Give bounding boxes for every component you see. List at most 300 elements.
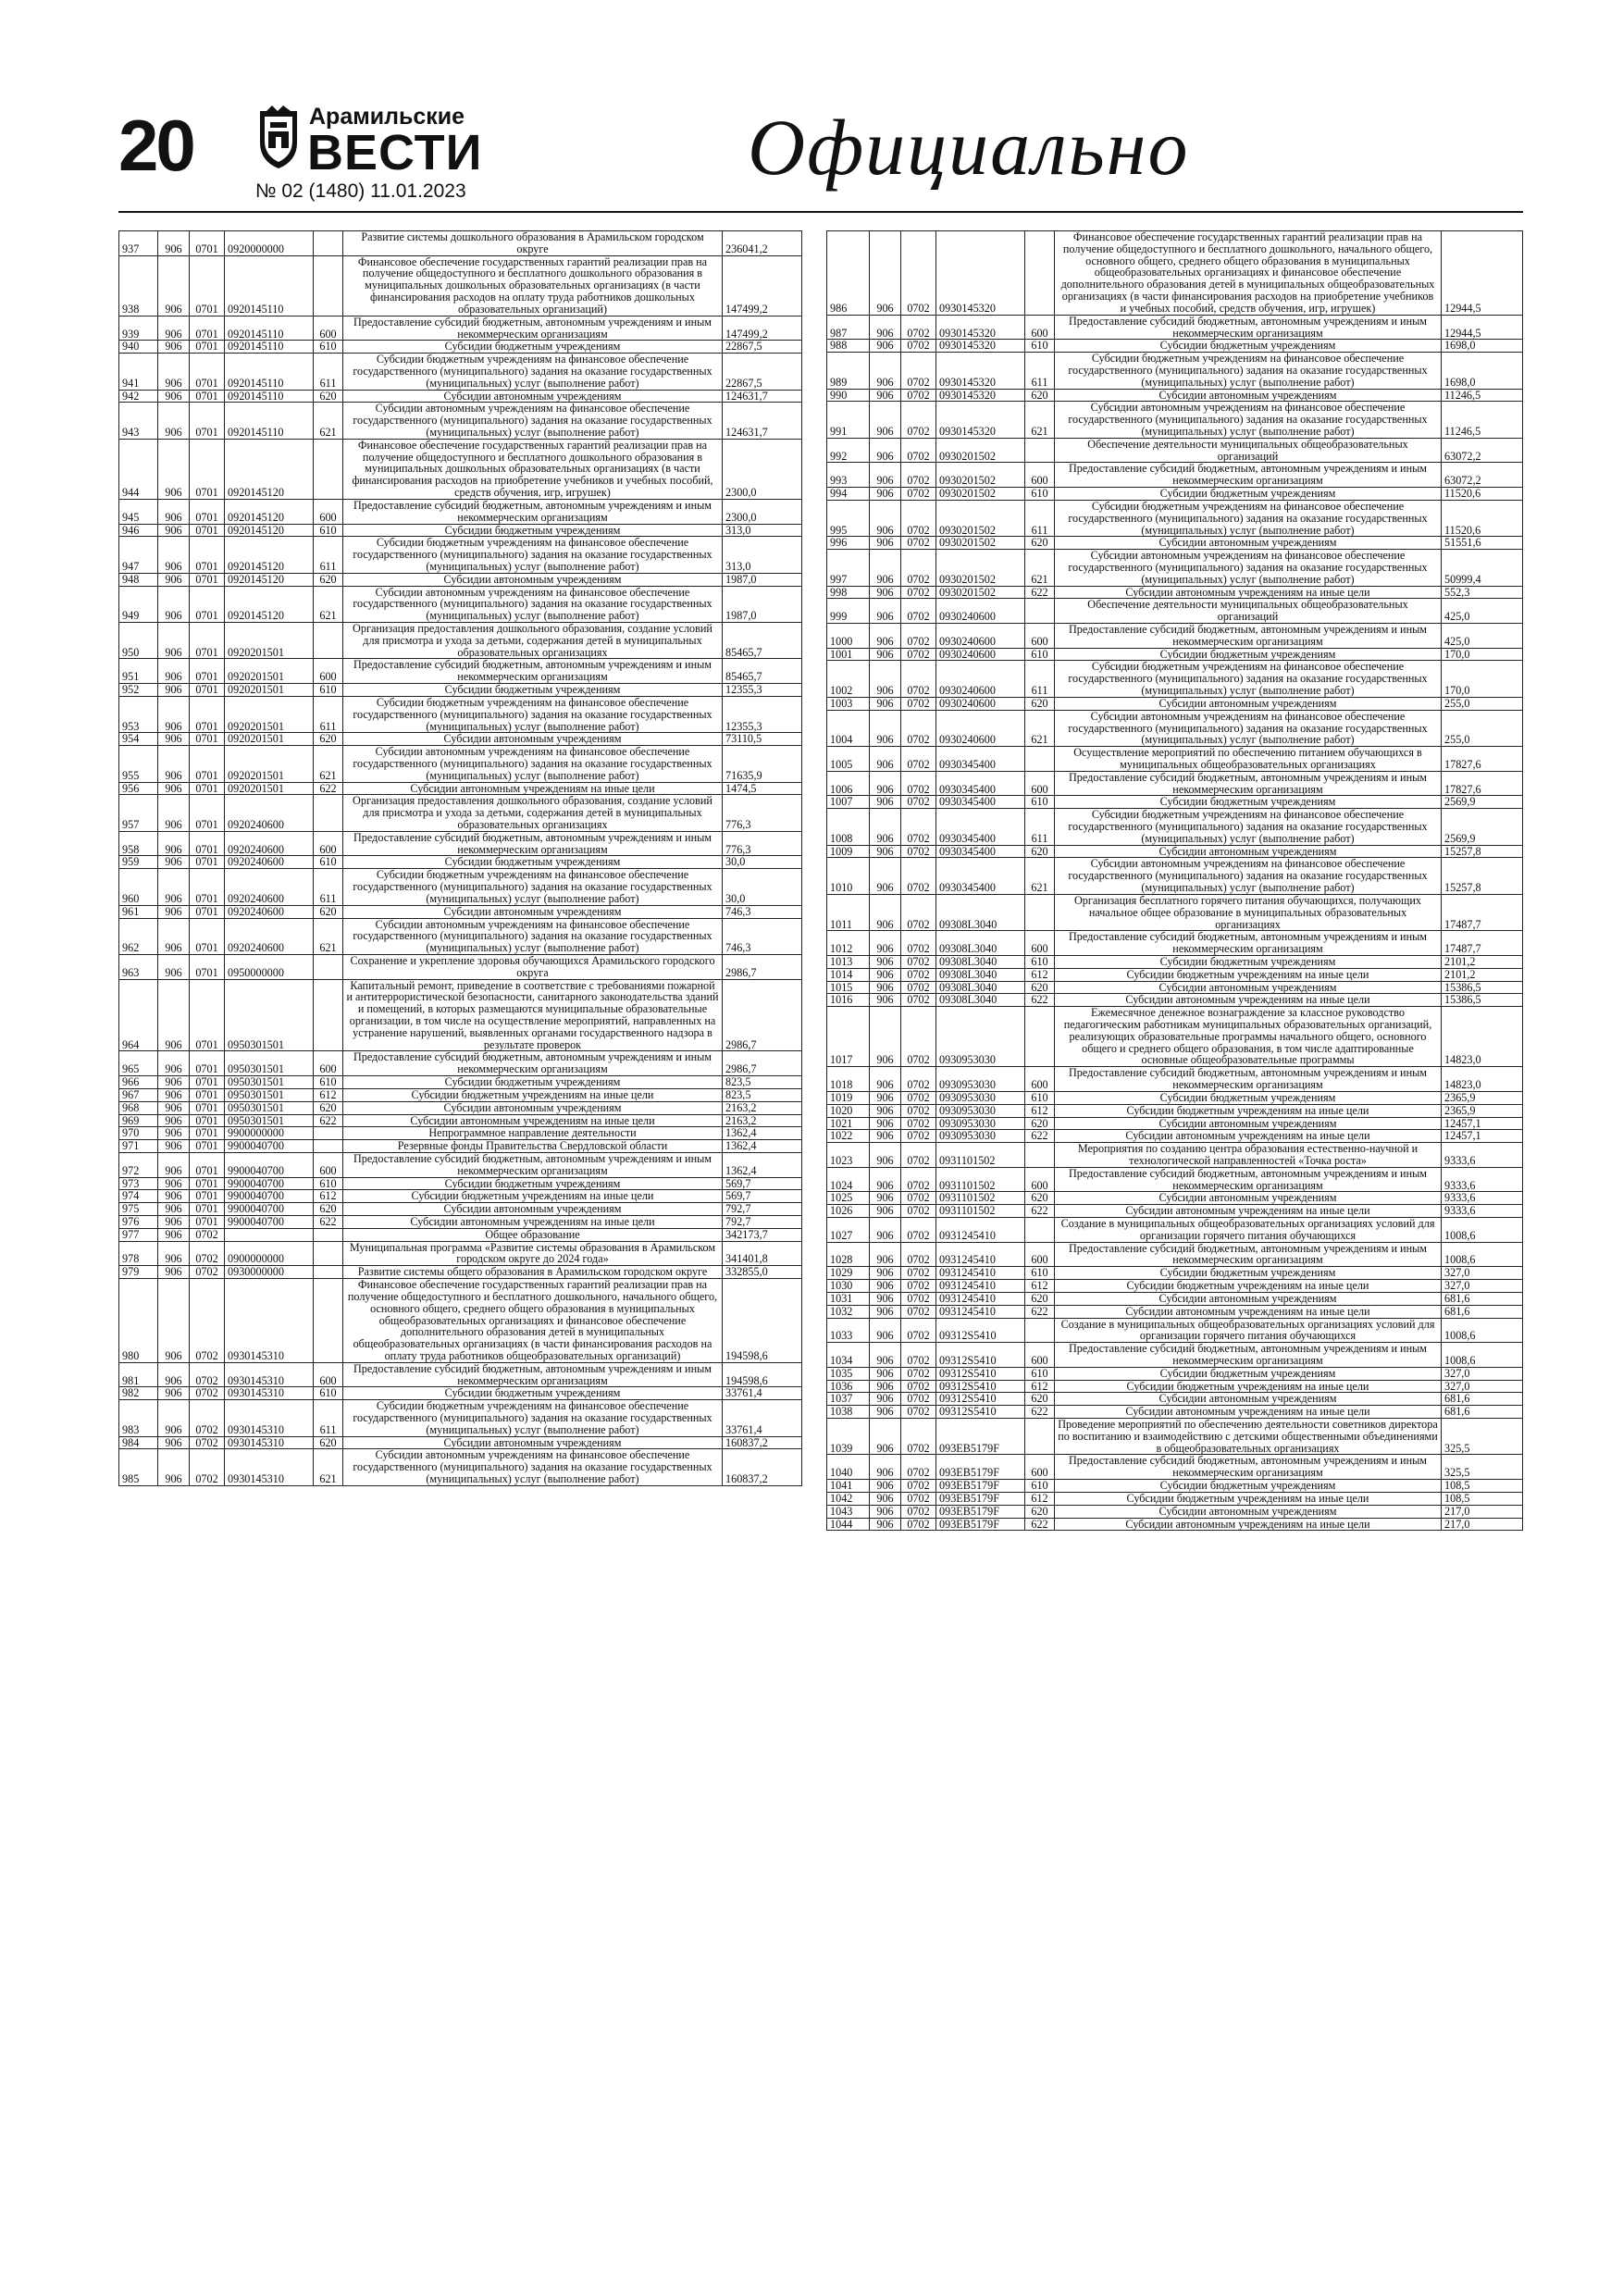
row-number: 975: [119, 1203, 158, 1216]
row-number: 995: [827, 500, 870, 536]
department-code: 906: [870, 1455, 901, 1480]
table-row: [119, 586, 802, 622]
left-budget-column: [118, 230, 801, 1486]
expense-name: Субсидии бюджетным учреждениям: [1055, 340, 1442, 353]
expense-type-code: 622: [1025, 1305, 1055, 1318]
table-row: [827, 438, 1523, 463]
budget-table-left: [118, 230, 802, 1486]
target-article-code: 0930345400: [936, 771, 1025, 796]
section-code: 0702: [901, 747, 936, 772]
amount: 552,3: [1442, 586, 1523, 599]
table-row: [119, 1101, 802, 1114]
target-article-code: 0930145320: [936, 402, 1025, 438]
row-number: 1012: [827, 931, 870, 956]
department-code: 906: [870, 981, 901, 994]
target-article-code: 9900040700: [225, 1190, 314, 1203]
department-code: 906: [870, 1480, 901, 1493]
expense-type-code: 620: [314, 1101, 343, 1114]
expense-type-code: 610: [314, 524, 343, 537]
expense-type-code: 612: [1025, 1492, 1055, 1505]
department-code: 906: [870, 1305, 901, 1318]
amount: 1008,6: [1442, 1218, 1523, 1243]
expense-type-code: 620: [1025, 845, 1055, 858]
department-code: 906: [870, 858, 901, 894]
table-row: [827, 1318, 1523, 1343]
expense-type-code: 621: [1025, 402, 1055, 438]
expense-name: Сохранение и укрепление здоровья обучающихся Арамильского городского округа: [343, 954, 723, 979]
department-code: 906: [870, 402, 901, 438]
amount: 147499,2: [723, 255, 802, 316]
table-row: [827, 1267, 1523, 1280]
section-code: 0702: [901, 1143, 936, 1168]
section-code: 0701: [190, 684, 225, 697]
amount: 2300,0: [723, 439, 802, 499]
amount: 14823,0: [1442, 1067, 1523, 1092]
section-code: 0702: [190, 1362, 225, 1387]
amount: 2365,9: [1442, 1091, 1523, 1104]
expense-name: Субсидии бюджетным учреждениям: [343, 341, 723, 354]
row-number: 969: [119, 1114, 158, 1127]
expense-type-code: 620: [314, 390, 343, 403]
department-code: 906: [158, 1266, 190, 1279]
expense-type-code: 612: [1025, 1380, 1055, 1393]
expense-name: Субсидии бюджетным учреждениям на иные цели: [343, 1088, 723, 1101]
expense-name: Субсидии автономным учреждениям: [1055, 697, 1442, 710]
section-code: 0702: [901, 1305, 936, 1318]
department-code: 906: [870, 231, 901, 316]
target-article-code: 09308L3040: [936, 931, 1025, 956]
section-code: 0701: [190, 1051, 225, 1076]
amount: 327,0: [1442, 1380, 1523, 1393]
expense-type-code: 611: [1025, 500, 1055, 536]
section-code: 0702: [901, 537, 936, 550]
target-article-code: 0920145120: [225, 499, 314, 524]
expense-type-code: 612: [1025, 1104, 1055, 1117]
section-code: 0702: [901, 661, 936, 697]
expense-type-code: 611: [1025, 353, 1055, 389]
row-number: 984: [119, 1436, 158, 1449]
expense-type-code: 620: [314, 1436, 343, 1449]
target-article-code: 0931101502: [936, 1192, 1025, 1205]
target-article-code: 09312S5410: [936, 1406, 1025, 1419]
row-number: 968: [119, 1101, 158, 1114]
amount: 85465,7: [723, 623, 802, 659]
row-number: 942: [119, 390, 158, 403]
section-code: 0702: [901, 931, 936, 956]
section-code: 0701: [190, 905, 225, 918]
expense-type-code: 620: [1025, 1292, 1055, 1305]
expense-name: Предоставление субсидий бюджетным, автономным учреждениям и иным некоммерческим организациям: [1055, 1242, 1442, 1267]
section-code: 0702: [901, 1280, 936, 1293]
row-number: 1034: [827, 1343, 870, 1368]
department-code: 906: [158, 573, 190, 586]
department-code: 906: [158, 1279, 190, 1363]
row-number: 1015: [827, 981, 870, 994]
table-row: [119, 1177, 802, 1190]
expense-type-code: 622: [1025, 1518, 1055, 1531]
amount: 325,5: [1442, 1419, 1523, 1455]
department-code: 906: [870, 1267, 901, 1280]
table-row: [827, 648, 1523, 661]
expense-type-code: 600: [1025, 315, 1055, 340]
table-row: [119, 954, 802, 979]
expense-type-code: [1025, 1007, 1055, 1067]
expense-type-code: [1025, 1419, 1055, 1455]
expense-type-code: 610: [314, 1076, 343, 1089]
row-number: 1027: [827, 1218, 870, 1243]
target-article-code: 0920000000: [225, 231, 314, 256]
expense-type-code: 610: [1025, 340, 1055, 353]
table-row: [119, 1400, 802, 1436]
department-code: 906: [158, 1152, 190, 1177]
row-number: 938: [119, 255, 158, 316]
department-code: 906: [870, 1167, 901, 1192]
section-code: 0702: [901, 1292, 936, 1305]
table-row: [827, 1143, 1523, 1168]
department-code: 906: [158, 696, 190, 732]
target-article-code: 093EB5179F: [936, 1455, 1025, 1480]
row-number: 998: [827, 586, 870, 599]
department-code: 906: [870, 1518, 901, 1531]
row-number: 972: [119, 1152, 158, 1177]
row-number: 1003: [827, 697, 870, 710]
expense-name: Создание в муниципальных общеобразовательных организациях условий для организации горячего питания обучающихся: [1055, 1318, 1442, 1343]
section-code: 0702: [901, 710, 936, 746]
expense-name: Организация предоставления дошкольного образования, создание условий для присмотра и ухода за детьми, содержания детей в муниципальных образовательных организациях: [343, 795, 723, 831]
table-row: [119, 659, 802, 684]
expense-name: Субсидии бюджетным учреждениям: [1055, 1091, 1442, 1104]
section-code: 0702: [901, 968, 936, 981]
expense-type-code: 620: [314, 733, 343, 746]
section-code: 0702: [901, 955, 936, 968]
amount: 2569,9: [1442, 796, 1523, 809]
section-code: 0702: [901, 809, 936, 845]
expense-name: Субсидии бюджетным учреждениям на финансовое обеспечение государственного (муниципального) задания на оказание государственных (муниципальных) услуг (выполнение работ): [343, 537, 723, 573]
table-row: [827, 488, 1523, 501]
amount: 746,3: [723, 918, 802, 954]
target-article-code: 0930145320: [936, 353, 1025, 389]
amount: 1362,4: [723, 1140, 802, 1153]
amount: 9333,6: [1442, 1205, 1523, 1218]
amount: 1362,4: [723, 1152, 802, 1177]
row-number: 1023: [827, 1143, 870, 1168]
expense-name: Субсидии автономным учреждениям на финансовое обеспечение государственного (муниципального) задания на оказание государственных (муниципальных) услуг (выполнение работ): [343, 1449, 723, 1485]
section-code: 0701: [190, 1177, 225, 1190]
target-article-code: 0920201501: [225, 684, 314, 697]
section-code: 0702: [901, 389, 936, 402]
expense-type-code: 622: [314, 1216, 343, 1229]
amount: 217,0: [1442, 1518, 1523, 1531]
amount: 255,0: [1442, 697, 1523, 710]
row-number: 980: [119, 1279, 158, 1363]
table-row: [827, 1305, 1523, 1318]
department-code: 906: [870, 1292, 901, 1305]
target-article-code: 0920145110: [225, 403, 314, 439]
expense-name: Создание в муниципальных общеобразовательных организациях условий для организации горячего питания обучающихся: [1055, 1218, 1442, 1243]
expense-type-code: [314, 623, 343, 659]
section-code: 0701: [190, 1076, 225, 1089]
amount: 63072,2: [1442, 463, 1523, 488]
target-article-code: 0920145120: [225, 586, 314, 622]
expense-type-code: 600: [314, 1152, 343, 1177]
row-number: 1029: [827, 1267, 870, 1280]
expense-name: Субсидии автономным учреждениям на финансовое обеспечение государственного (муниципального) задания на оказание государственных (муниципальных) услуг (выполнение работ): [343, 918, 723, 954]
expense-name: Предоставление субсидий бюджетным, автономным учреждениям и иным некоммерческим организациям: [1055, 771, 1442, 796]
target-article-code: 0930201502: [936, 550, 1025, 586]
row-number: 1032: [827, 1305, 870, 1318]
department-code: 906: [870, 1117, 901, 1130]
department-code: 906: [870, 994, 901, 1007]
section-code: 0701: [190, 1152, 225, 1177]
amount: 22867,5: [723, 354, 802, 390]
target-article-code: 0920201501: [225, 696, 314, 732]
expense-type-code: 610: [314, 856, 343, 869]
expense-type-code: 621: [314, 918, 343, 954]
row-number: 1018: [827, 1067, 870, 1092]
table-row: [119, 1190, 802, 1203]
expense-type-code: [314, 795, 343, 831]
table-row: [827, 353, 1523, 389]
expense-name: Ежемесячное денежное вознаграждение за классное руководство педагогическим работникам муниципальных образовательных организаций, реализующих образовательные программы начального общего, основного общего и среднего общего образования, в том числе адаптированные основные общеобразовательные программы: [1055, 1007, 1442, 1067]
amount: 217,0: [1442, 1505, 1523, 1518]
target-article-code: 0930953030: [936, 1130, 1025, 1143]
table-row: [827, 1455, 1523, 1480]
expense-type-code: 621: [314, 746, 343, 782]
amount: 33761,4: [723, 1387, 802, 1400]
expense-type-code: 621: [314, 1449, 343, 1485]
section-code: 0702: [901, 1007, 936, 1067]
expense-name: Организация предоставления дошкольного образования, создание условий для присмотра и ухода за детьми, содержания детей в муниципальных образовательных организациях: [343, 623, 723, 659]
expense-name: Субсидии автономным учреждениям на иные цели: [1055, 994, 1442, 1007]
row-number: 1002: [827, 661, 870, 697]
department-code: 906: [158, 782, 190, 795]
expense-type-code: 600: [1025, 931, 1055, 956]
expense-name: Субсидии бюджетным учреждениям на финансовое обеспечение государственного (муниципального) задания на оказание государственных (муниципальных) услуг (выполнение работ): [343, 696, 723, 732]
target-article-code: 0900000000: [225, 1241, 314, 1266]
row-number: 952: [119, 684, 158, 697]
section-code: 0702: [190, 1228, 225, 1241]
target-article-code: 0930953030: [936, 1104, 1025, 1117]
row-number: 1035: [827, 1367, 870, 1380]
target-article-code: 9900000000: [225, 1127, 314, 1140]
expense-name: Предоставление субсидий бюджетным, автономным учреждениям и иным некоммерческим организациям: [1055, 315, 1442, 340]
row-number: 973: [119, 1177, 158, 1190]
section-code: 0702: [901, 994, 936, 1007]
department-code: 906: [158, 390, 190, 403]
expense-name: Субсидии автономным учреждениям: [343, 1203, 723, 1216]
section-code: 0701: [190, 354, 225, 390]
row-number: 990: [827, 389, 870, 402]
table-row: [119, 524, 802, 537]
department-code: 906: [158, 869, 190, 905]
expense-type-code: 612: [1025, 968, 1055, 981]
table-row: [827, 1292, 1523, 1305]
section-code: 0702: [901, 894, 936, 930]
expense-type-code: 611: [314, 869, 343, 905]
target-article-code: 0931245410: [936, 1305, 1025, 1318]
target-article-code: 0930953030: [936, 1117, 1025, 1130]
expense-type-code: [314, 1140, 343, 1153]
target-article-code: 09312S5410: [936, 1343, 1025, 1368]
department-code: 906: [158, 1177, 190, 1190]
row-number: 961: [119, 905, 158, 918]
row-number: 1031: [827, 1292, 870, 1305]
amount: 681,6: [1442, 1305, 1523, 1318]
expense-name: Субсидии автономным учреждениям: [343, 1436, 723, 1449]
expense-type-code: 622: [1025, 586, 1055, 599]
expense-name: Финансовое обеспечение государственных гарантий реализации прав на получение общедоступного и бесплатного дошкольного образования в муниципальных дошкольных образовательных организациях (в части финансирования расходов на оплату труда работников дошкольных образовательных организаций): [343, 255, 723, 316]
expense-type-code: 622: [1025, 994, 1055, 1007]
row-number: 970: [119, 1127, 158, 1140]
amount: 681,6: [1442, 1292, 1523, 1305]
table-row: [827, 1130, 1523, 1143]
section-code: 0701: [190, 403, 225, 439]
target-article-code: 0930953030: [936, 1091, 1025, 1104]
section-code: 0702: [901, 796, 936, 809]
amount: 327,0: [1442, 1267, 1523, 1280]
expense-name: Субсидии бюджетным учреждениям на иные цели: [1055, 1492, 1442, 1505]
amount: 147499,2: [723, 316, 802, 341]
target-article-code: 0930953030: [936, 1067, 1025, 1092]
row-number: 991: [827, 402, 870, 438]
department-code: 906: [158, 1127, 190, 1140]
amount: 11246,5: [1442, 402, 1523, 438]
expense-name: Предоставление субсидий бюджетным, автономным учреждениям и иным некоммерческим организациям: [1055, 1167, 1442, 1192]
target-article-code: 0920145120: [225, 537, 314, 573]
table-row: [119, 979, 802, 1051]
section-code: 0701: [190, 537, 225, 573]
section-code: 0702: [901, 1218, 936, 1243]
department-code: 906: [870, 1091, 901, 1104]
section-code: 0702: [190, 1387, 225, 1400]
expense-name: Предоставление субсидий бюджетным, автономным учреждениям и иным некоммерческим организациям: [343, 499, 723, 524]
expense-name: Финансовое обеспечение государственных гарантий реализации прав на получение общедоступного и бесплатного дошкольного, начального общего, основного общего, среднего общего образования в муниципальных общеобразовательных организациях и финансовое обеспечение дополнительного образования детей в муниципальных общеобразовательных организациях (в части финансирования расходов на приобретение учебников и учебных пособий, средств обучения, игр, игрушек): [1055, 231, 1442, 316]
expense-type-code: 620: [314, 573, 343, 586]
row-number: 964: [119, 979, 158, 1051]
row-number: 1026: [827, 1205, 870, 1218]
amount: 51551,6: [1442, 537, 1523, 550]
row-number: 1014: [827, 968, 870, 981]
amount: 327,0: [1442, 1367, 1523, 1380]
table-row: [827, 661, 1523, 697]
table-row: [119, 1051, 802, 1076]
expense-name: Капитальный ремонт, приведение в соответствие с требованиями пожарной и антитеррористической безопасности, санитарного законодательства зданий и помещений, в которых размещаются муниципальные образовательные организации, в том числе на осуществление мероприятий, направленных на устранение нарушений, выявленных органами государственного надзора в результате проверок: [343, 979, 723, 1051]
department-code: 906: [158, 1216, 190, 1229]
row-number: 1036: [827, 1380, 870, 1393]
table-row: [827, 1518, 1523, 1531]
table-row: [119, 316, 802, 341]
department-code: 906: [158, 341, 190, 354]
table-row: [827, 599, 1523, 624]
expense-name: Финансовое обеспечение государственных гарантий реализации прав на получение общедоступного и бесплатного дошкольного образования в муниципальных дошкольных образовательных организациях (в части финансирования расходов на приобретение учебников и учебных пособий, средств обучения, игр, игрушек): [343, 439, 723, 499]
department-code: 906: [158, 954, 190, 979]
amount: 15386,5: [1442, 994, 1523, 1007]
amount: 2569,9: [1442, 809, 1523, 845]
section-code: 0702: [901, 697, 936, 710]
amount: 792,7: [723, 1216, 802, 1229]
table-row: [827, 389, 1523, 402]
department-code: 906: [158, 1140, 190, 1153]
header-divider: [118, 211, 1523, 213]
expense-name: Субсидии бюджетным учреждениям: [1055, 648, 1442, 661]
section-code: 0702: [901, 463, 936, 488]
row-number: 944: [119, 439, 158, 499]
department-code: 906: [158, 979, 190, 1051]
expense-name: Субсидии бюджетным учреждениям: [1055, 1480, 1442, 1493]
expense-name: Субсидии автономным учреждениям: [1055, 1292, 1442, 1305]
expense-name: Предоставление субсидий бюджетным, автономным учреждениям и иным некоммерческим организациям: [1055, 931, 1442, 956]
department-code: 906: [158, 255, 190, 316]
row-number: 976: [119, 1216, 158, 1229]
department-code: 906: [870, 955, 901, 968]
row-number: 1001: [827, 648, 870, 661]
target-article-code: 0920240600: [225, 905, 314, 918]
department-code: 906: [158, 795, 190, 831]
expense-name: Финансовое обеспечение государственных гарантий реализации прав на получение общедоступного и бесплатного дошкольного, начального общего, основного общего, среднего общего образования в муниципальных общеобразовательных организациях и финансовое обеспечение дополнительного образования детей в муниципальных общеобразовательных организациях (в части финансирования расходов на оплату труда работников общеобразовательных организаций): [343, 1279, 723, 1363]
amount: 160837,2: [723, 1449, 802, 1485]
amount: 2163,2: [723, 1114, 802, 1127]
expense-type-code: 620: [1025, 981, 1055, 994]
target-article-code: 0920145120: [225, 439, 314, 499]
row-number: 953: [119, 696, 158, 732]
section-code: 0701: [190, 1114, 225, 1127]
expense-name: Субсидии бюджетным учреждениям: [1055, 1267, 1442, 1280]
amount: 17827,6: [1442, 771, 1523, 796]
section-code: 0702: [901, 1393, 936, 1406]
expense-type-code: 620: [1025, 1505, 1055, 1518]
section-code: 0701: [190, 524, 225, 537]
target-article-code: 093EB5179F: [936, 1518, 1025, 1531]
expense-type-code: [314, 1266, 343, 1279]
row-number: 987: [827, 315, 870, 340]
amount: 9333,6: [1442, 1167, 1523, 1192]
table-row: [827, 968, 1523, 981]
department-code: 906: [870, 550, 901, 586]
newspaper-logo: [255, 104, 607, 180]
table-row: [119, 1088, 802, 1101]
table-row: [827, 796, 1523, 809]
target-article-code: 0930145320: [936, 389, 1025, 402]
amount: 170,0: [1442, 661, 1523, 697]
department-code: 906: [158, 1051, 190, 1076]
row-number: 1025: [827, 1192, 870, 1205]
expense-name: Субсидии автономным учреждениям на иные цели: [1055, 1518, 1442, 1531]
expense-type-code: 600: [314, 316, 343, 341]
target-article-code: 0930145310: [225, 1449, 314, 1485]
department-code: 906: [158, 684, 190, 697]
target-article-code: 09308L3040: [936, 994, 1025, 1007]
expense-name: Предоставление субсидий бюджетным, автономным учреждениям и иным некоммерческим организациям: [343, 1051, 723, 1076]
row-number: 981: [119, 1362, 158, 1387]
row-number: 947: [119, 537, 158, 573]
expense-type-code: 620: [1025, 1393, 1055, 1406]
amount: 1008,6: [1442, 1318, 1523, 1343]
section-code: 0702: [190, 1449, 225, 1485]
table-row: [827, 1343, 1523, 1368]
row-number: 957: [119, 795, 158, 831]
table-row: [827, 955, 1523, 968]
section-code: 0701: [190, 869, 225, 905]
expense-name: Субсидии автономным учреждениям: [1055, 1505, 1442, 1518]
department-code: 906: [158, 403, 190, 439]
table-row: [827, 315, 1523, 340]
target-article-code: 0950000000: [225, 954, 314, 979]
expense-name: Муниципальная программа «Развитие системы образования в Арамильском городском округе до 2024 года»: [343, 1241, 723, 1266]
row-number: 977: [119, 1228, 158, 1241]
target-article-code: 0920145120: [225, 524, 314, 537]
expense-name: Субсидии автономным учреждениям: [1055, 1393, 1442, 1406]
section-code: 0702: [901, 1406, 936, 1419]
